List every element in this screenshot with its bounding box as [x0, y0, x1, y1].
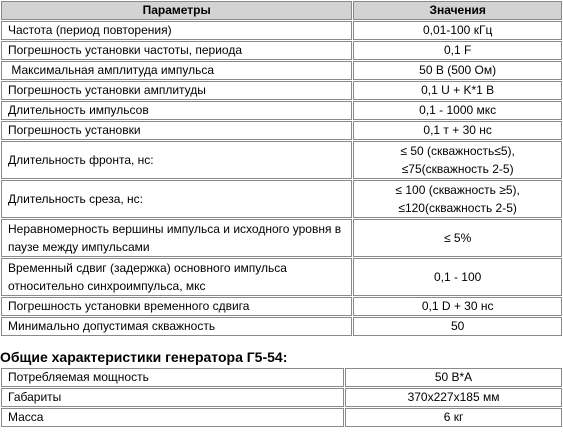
param-cell: Габариты [1, 388, 344, 407]
param-cell: Погрешность установки временного сдвига [1, 297, 352, 316]
header-parameters: Параметры [1, 1, 352, 20]
value-line: ≤120(скважность 2-5) [398, 201, 517, 215]
table-row [1, 408, 562, 427]
table-row [1, 81, 562, 100]
param-cell: Минимально допустимая скважность [1, 317, 352, 336]
param-cell [1, 258, 352, 296]
value-cell: 0,1 - 1000 мкс [353, 101, 562, 120]
table-header-row [1, 1, 562, 20]
value-cell: 6 кг [345, 408, 562, 427]
table-row [1, 180, 562, 218]
param-cell: Масса [1, 408, 344, 427]
general-characteristics-table [0, 367, 563, 428]
table-row [1, 41, 562, 60]
value-cell: 0,1 F [353, 41, 562, 60]
param-cell: Длительность импульсов [1, 101, 352, 120]
table-row [1, 121, 562, 140]
value-line: ≤ 100 (скважность ≥5), [395, 183, 520, 197]
value-line: ≤75(скважность 2-5) [401, 162, 514, 176]
param-cell: Погрешность установки частоты, периода [1, 41, 352, 60]
param-line: относительно синхроимпульса, мкс [8, 279, 206, 293]
value-cell: 0,1 т + 30 нс [353, 121, 562, 140]
value-cell: 0,1 U + K*1 В [353, 81, 562, 100]
table-row [1, 297, 562, 316]
param-line: Неравномерность вершины импульса и исходного уровня в [8, 222, 342, 236]
section-title: Общие характеристики генератора Г5-54: [0, 349, 288, 365]
value-cell: 370x227x185 мм [345, 388, 562, 407]
value-cell: 50 В (500 Ом) [353, 61, 562, 80]
param-cell: Максимальная амплитуда импульса [1, 61, 352, 80]
value-cell: 50 [353, 317, 562, 336]
table-row [1, 61, 562, 80]
param-cell: Частота (период повторения) [1, 21, 352, 40]
header-values: Значения [353, 1, 562, 20]
param-cell: Длительность фронта, нс: [1, 141, 352, 179]
table-row [1, 388, 562, 407]
table-row [1, 141, 562, 179]
table-row [1, 101, 562, 120]
table-row [1, 317, 562, 336]
value-cell: 0,1 - 100 [353, 258, 562, 296]
value-cell [353, 180, 562, 218]
param-line: паузе между импульсами [8, 240, 150, 254]
value-cell [353, 141, 562, 179]
value-cell: 0,01-100 кГц [353, 21, 562, 40]
value-cell: 50 В*А [345, 368, 562, 387]
table-row [1, 368, 562, 387]
param-cell: Потребляемая мощность [1, 368, 344, 387]
param-cell: Погрешность установки амплитуды [1, 81, 352, 100]
table-row [1, 21, 562, 40]
value-line: ≤ 50 (скважность≤5), [400, 144, 515, 158]
table-row [1, 219, 562, 257]
param-cell: Длительность среза, нс: [1, 180, 352, 218]
param-cell: Погрешность установки [1, 121, 352, 140]
value-cell: ≤ 5% [353, 219, 562, 257]
param-line: Временный сдвиг (задержка) основного импульса [8, 261, 287, 275]
param-cell [1, 219, 352, 257]
table-row [1, 258, 562, 296]
value-cell: 0,1 D + 30 нс [353, 297, 562, 316]
